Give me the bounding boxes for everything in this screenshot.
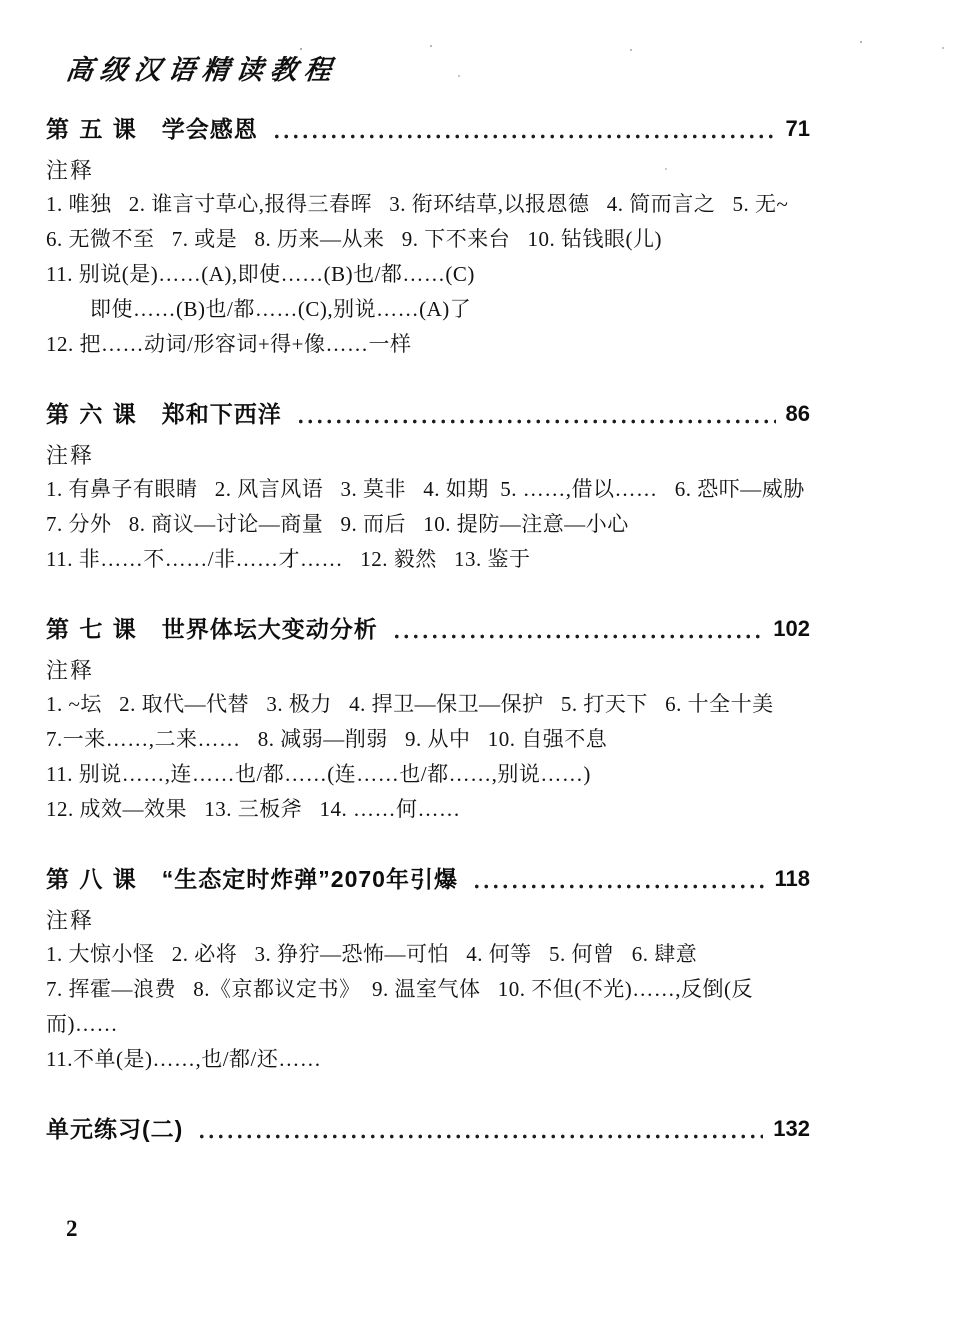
toc-section xyxy=(46,111,810,362)
toc-entry xyxy=(46,611,810,647)
note-line: 1. 大惊小怪 2. 必将 3. 狰狞—恐怖—可怕 4. 何等 5. 何曾 6. 肆意 xyxy=(46,942,698,966)
dot-leader xyxy=(197,1134,763,1139)
dot-leader xyxy=(296,419,776,424)
note-line: 6. 无微不至 7. 或是 8. 历来—从来 9. 下不来台 10. 钻钱眼(儿) xyxy=(46,227,662,251)
toc-sections xyxy=(46,111,810,1077)
notes-list xyxy=(46,937,810,1077)
note-line: 7. 挥霍—浪费 8.《京都议定书》 9. 温室气体 10. 不但(不光)……,反倒(反而)…… xyxy=(46,977,753,1036)
notes-heading: 注释 xyxy=(46,158,95,183)
unit-exercise-title: 单元练习(二) xyxy=(46,1116,184,1142)
folio-page-number: 2 xyxy=(66,1216,78,1241)
notes-list xyxy=(46,687,810,827)
lesson-page-number: 71 xyxy=(785,116,810,141)
lesson-number-label: 第 六 课 xyxy=(46,401,138,427)
lesson-number-label: 第 七 课 xyxy=(46,616,138,642)
dot-leader xyxy=(272,134,776,139)
lesson-title: “生态定时炸弹”2070年引爆 xyxy=(161,866,458,892)
lesson-page-number: 86 xyxy=(785,401,810,426)
lesson-title: 世界体坛大变动分析 xyxy=(161,616,378,642)
note-line: 7.一来……,二来…… 8. 减弱—削弱 9. 从中 10. 自强不息 xyxy=(46,727,608,751)
note-line: 1. ~坛 2. 取代—代替 3. 极力 4. 捍卫—保卫—保护 5. 打天下 6. 十全十美 xyxy=(46,692,774,716)
dot-leader xyxy=(472,884,765,889)
note-line: 即使……(B)也/都……(C),别说……(A)了 xyxy=(90,297,472,321)
notes-list xyxy=(46,187,810,362)
notes-heading: 注释 xyxy=(46,658,95,683)
note-line: 7. 分外 8. 商议—讨论—商量 9. 而后 10. 提防—注意—小心 xyxy=(46,512,629,536)
note-line: 11. 别说(是)……(A),即使……(B)也/都……(C) xyxy=(46,262,475,286)
lesson-number-label: 第 八 课 xyxy=(46,866,138,892)
dot-leader xyxy=(392,634,764,639)
notes-heading: 注释 xyxy=(46,443,95,468)
toc-entry xyxy=(46,861,810,897)
lesson-title: 郑和下西洋 xyxy=(161,401,282,427)
lesson-title: 学会感恩 xyxy=(161,116,258,142)
toc-entry xyxy=(46,111,810,147)
notes-heading: 注释 xyxy=(46,908,95,933)
note-line: 11.不单(是)……,也/都/还…… xyxy=(46,1047,322,1071)
note-line: 1. 唯独 2. 谁言寸草心,报得三春晖 3. 衔环结草,以报恩德 4. 简而言之 5. 无~ xyxy=(46,192,789,216)
book-header-title: 高级汉语精读教程 xyxy=(64,55,340,85)
lesson-number-label: 第 五 课 xyxy=(46,116,138,142)
note-line: 12. 成效—效果 13. 三板斧 14. ……何…… xyxy=(46,797,461,821)
toc-section xyxy=(46,861,810,1077)
lesson-page-number: 102 xyxy=(773,616,810,641)
unit-exercise-page-number: 132 xyxy=(773,1116,810,1141)
note-line: 12. 把……动词/形容词+得+像……一样 xyxy=(46,332,412,356)
note-line: 11. 非……不……/非……才…… 12. 毅然 13. 鉴于 xyxy=(46,547,531,571)
toc-entry xyxy=(46,396,810,432)
notes-list xyxy=(46,472,810,577)
note-line: 11. 别说……,连……也/都……(连……也/都……,别说……) xyxy=(46,762,591,786)
toc-entry-unit-exercise xyxy=(46,1111,810,1147)
lesson-page-number: 118 xyxy=(774,866,810,891)
note-line: 1. 有鼻子有眼睛 2. 风言风语 3. 莫非 4. 如期 5. ……,借以…… 6. 恐吓—威胁 xyxy=(46,477,805,501)
toc-section xyxy=(46,611,810,827)
toc-section xyxy=(46,396,810,577)
